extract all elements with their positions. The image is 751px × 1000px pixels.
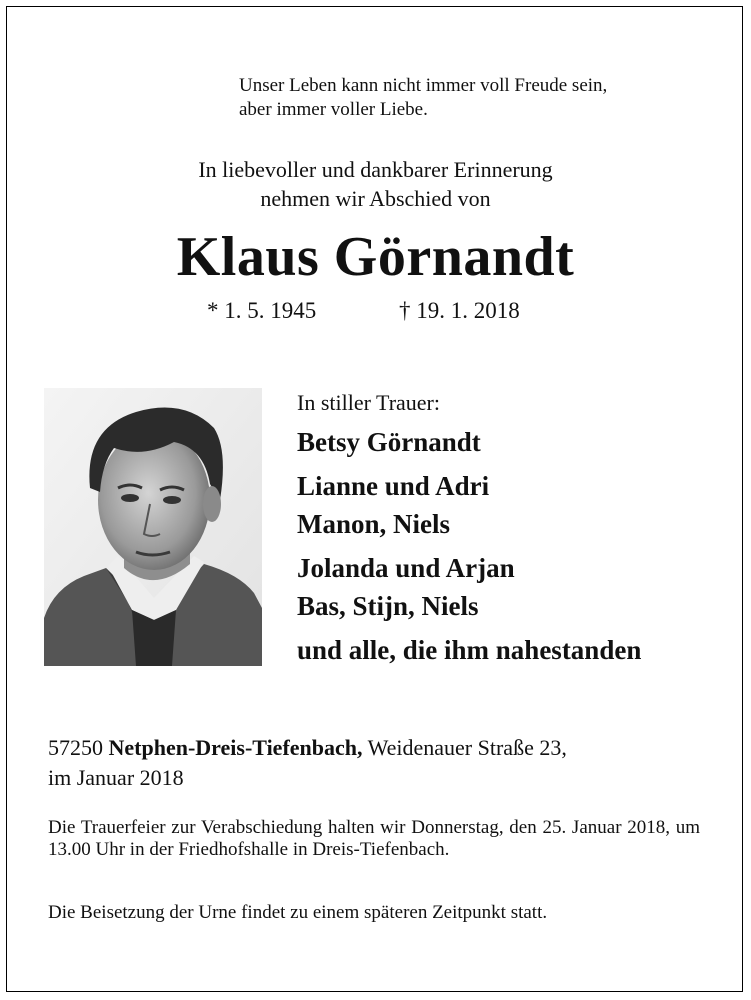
mourner-line: Lianne und Adri	[297, 471, 490, 501]
portrait-photo	[44, 388, 262, 666]
street: Weidenauer Straße 23,	[367, 735, 567, 760]
intro-line-1: In liebevoller und dankbarer Erinnerung	[198, 157, 553, 182]
mourner-line: Manon, Niels	[297, 509, 451, 539]
intro-text	[0, 155, 751, 213]
mourner-line: Betsy Görnandt	[297, 427, 481, 457]
town: Netphen-Dreis-Tiefenbach,	[108, 735, 363, 760]
mourner-line: Bas, Stijn, Niels	[297, 591, 479, 621]
portrait-image	[44, 388, 262, 666]
mourners-label: In stiller Trauer:	[297, 390, 440, 415]
mourner-line: Jolanda und Arjan	[297, 553, 515, 583]
mourner-line: und alle, die ihm nahestanden	[297, 635, 642, 665]
address-date: im Januar 2018	[48, 765, 184, 790]
death-date: † 19. 1. 2018	[399, 298, 520, 323]
mourners-list	[297, 389, 641, 669]
quote-line-1: Unser Leben kann nicht immer voll Freude sein,	[239, 75, 608, 96]
address-block	[48, 733, 567, 793]
postal-code: 57250	[48, 735, 103, 760]
intro-line-2: nehmen wir Abschied von	[260, 186, 491, 211]
burial-notice: Die Beisetzung der Urne findet zu einem späteren Zeitpunkt statt.	[48, 902, 548, 923]
birth-date: * 1. 5. 1945	[207, 298, 317, 323]
address-line	[48, 733, 567, 763]
quote	[239, 74, 607, 122]
ceremony-notice: Die Trauerfeier zur Verabschiedung halten wir Donnerstag, den 25. Januar 2018, um 13.00 Uhr in der Friedhofshalle in Dreis-Tiefenbach.	[48, 817, 700, 860]
deceased-name: Klaus Görnandt	[176, 226, 575, 288]
quote-line-2: aber immer voller Liebe.	[239, 99, 428, 120]
